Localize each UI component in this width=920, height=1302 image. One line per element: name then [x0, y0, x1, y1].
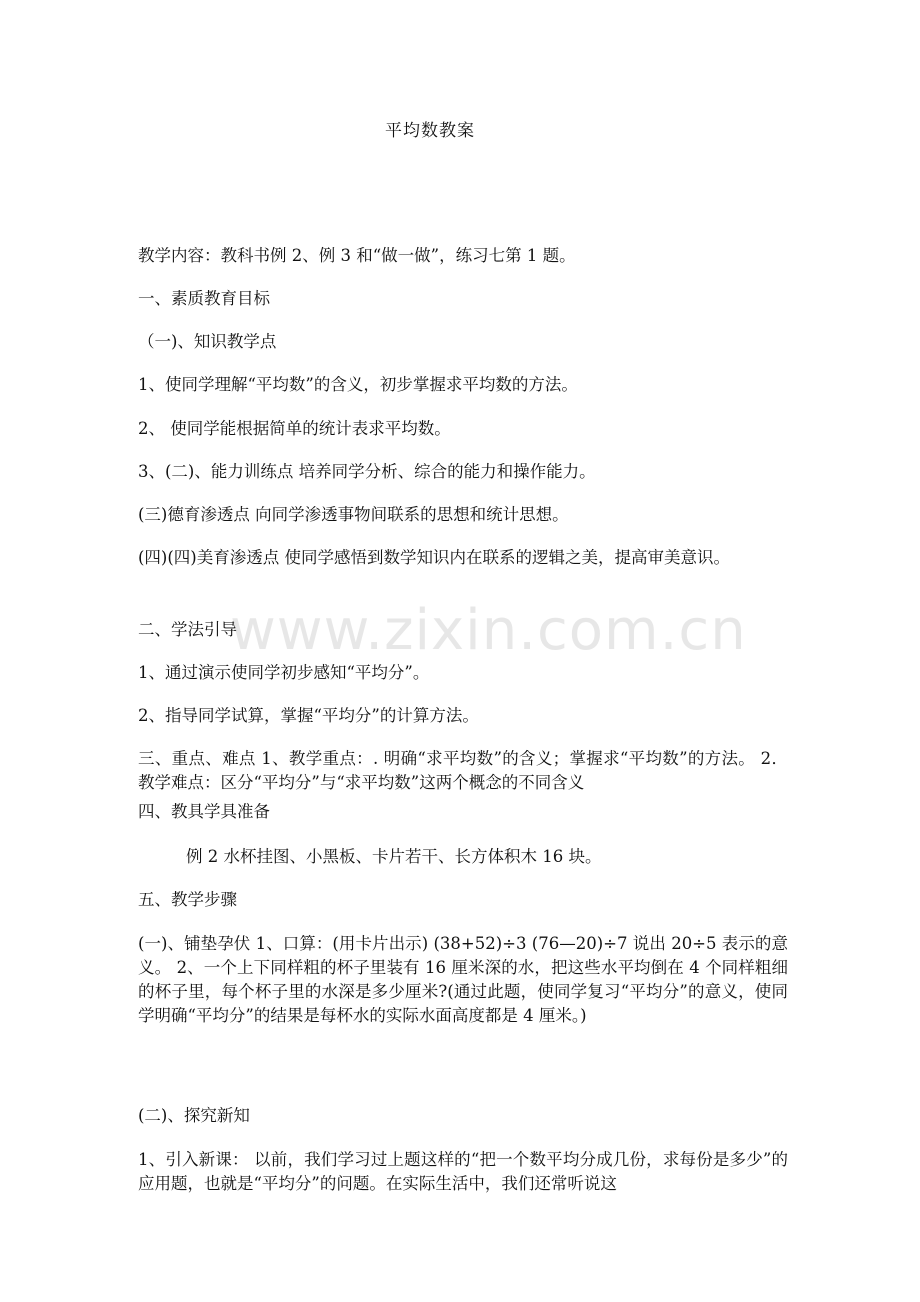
- subheading-knowledge-points: （一)、知识教学点: [138, 332, 277, 351]
- list-item-3: 3、(二)、能力训练点 培养同学分析、综合的能力和操作能力。: [138, 462, 596, 481]
- list-item-2: 2、 使同学能根据简单的统计表求平均数。: [138, 419, 451, 438]
- list-item-demo: 1、通过演示使同学初步感知“平均分”。: [138, 663, 430, 682]
- paragraph-new-lesson-intro: 1、引入新课： 以前，我们学习过上题这样的“把一个数平均分成几份，求每份是多少”的应用题，也就是“平均分”的问题。在实际生活中，我们还常听说这: [138, 1150, 788, 1193]
- paragraph-moral-education: (三)德育渗透点 向同学渗透事物间联系的思想和统计思想。: [138, 505, 569, 524]
- paragraph-key-points: 三、重点、难点 1、教学重点：. 明确“求平均数”的含义；掌握求“平均数”的方法。 2．教学难点：区分“平均分”与“求平均数”这两个概念的不同含义: [138, 749, 788, 792]
- heading-study-guidance: 二、学法引导: [138, 620, 237, 639]
- paragraph-aesthetic-education: (四)(四)美育渗透点 使同学感悟到数学知识内在联系的逻辑之美，提高审美意识。: [138, 548, 730, 567]
- list-item-trial: 2、指导同学试算，掌握“平均分”的计算方法。: [138, 706, 479, 725]
- document-title: 平均数教案: [385, 121, 475, 141]
- heading-teaching-aids: 四、教具学具准备: [138, 802, 270, 821]
- list-item-1: 1、使同学理解“平均数”的含义，初步掌握求平均数的方法。: [138, 375, 578, 394]
- heading-quality-goals: 一、素质教育目标: [138, 289, 270, 308]
- watermark: www.zixin.com.cn: [230, 598, 747, 663]
- subheading-explore-new: (二)、探究新知: [138, 1106, 250, 1125]
- paragraph-teaching-content: 教学内容：教科书例 2、例 3 和“做一做”，练习七第 1 题。: [138, 246, 576, 265]
- heading-teaching-steps: 五、教学步骤: [138, 890, 237, 909]
- paragraph-teaching-aids: 例 2 水杯挂图、小黑板、卡片若干、长方体积木 16 块。: [186, 847, 602, 866]
- paragraph-warmup: (一)、铺垫孕伏 1、口算：(用卡片出示) (38+52)÷3 (76—20)÷7 说出 20÷5 表示的意义。 2、一个上下同样粗的杯子里装有 16 厘米深的水，把这些水平均倒在 4 个同样粗细的杯子里，每个杯子里的水深是多少厘米?(通过此题，使同学复习“平均分”的意义，使同学明确“平均分”的结果是每杯水的实际水面高度都是 4 厘米。): [138, 934, 788, 1025]
